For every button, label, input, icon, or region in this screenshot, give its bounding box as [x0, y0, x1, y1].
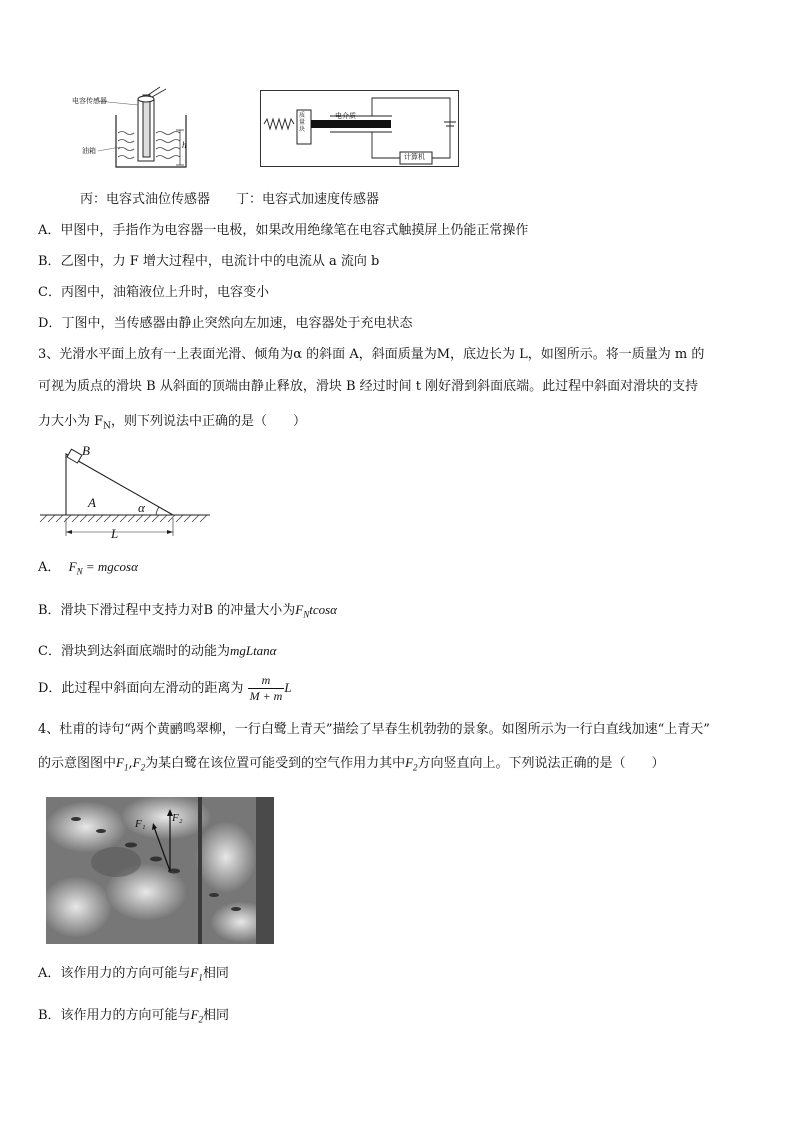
accelerometer-figure — [260, 90, 460, 168]
q4-option-b: B．该作用力的方向可能与$F_2$相同 — [38, 1007, 230, 1025]
oil-sensor-h-label: h — [182, 140, 187, 150]
egret-photo — [46, 797, 274, 944]
q3-option-a: A． $F_N = mgcos\alpha$ — [38, 559, 138, 577]
oil-sensor-oil-label: 油箱 — [82, 148, 96, 155]
incline-label-alpha: α — [138, 500, 145, 515]
accelerometer-computer-label: 计算机 — [404, 154, 425, 161]
incline-label-l: L — [111, 526, 119, 541]
q3-stem-line2: 可视为质点的滑块 B 从斜面的顶端由静止释放，滑块 B 经过时间 t 刚好滑到斜面底端。此过程中斜面对滑块的支持 — [38, 379, 699, 394]
photo-f1-label: F₁ — [135, 818, 146, 830]
q4-stem-line1: 4、杜甫的诗句“两个黄鹂鸣翠柳，一行白鹭上青天”描绘了早春生机勃勃的景象。如图所示为一行白直线加速“上青天” — [38, 722, 710, 737]
q3-stem-line3: 力大小为 $F_N$，则下列说法中正确的是（ ） — [38, 414, 307, 432]
q2-option-d: D．丁图中，当传感器由静止突然向左加速，电容器处于充电状态 — [38, 316, 413, 331]
q3-stem-line1: 3、光滑水平面上放有一上表面光滑、倾角为α 的斜面 A，斜面质量为M，底边长为 L，如图所示。将一质量为 m 的 — [38, 347, 705, 362]
oil-sensor-capacitor-label: 电容传感器 — [72, 98, 107, 105]
q2-option-b: B．乙图中，力 F 增大过程中，电流计中的电流从 a 流向 b — [38, 254, 380, 269]
figures-caption: 丙：电容式油位传感器 丁：电容式加速度传感器 — [80, 192, 380, 207]
accelerometer-dielectric-label: 电介质 — [335, 113, 356, 120]
q3-option-c: C．滑块到达斜面底端时的动能为mgLtanα — [38, 643, 277, 659]
accelerometer-mass-label: 质量块 — [299, 113, 306, 133]
q2-option-c: C．丙图中，油箱液位上升时，电容变小 — [38, 285, 269, 300]
incline-figure — [38, 440, 213, 538]
photo-f2-label: F₂ — [172, 812, 183, 824]
incline-label-a: A — [88, 495, 96, 510]
q4-option-a: A．该作用力的方向可能与$F_1$相同 — [38, 965, 229, 983]
q2-option-a: A．甲图中，手指作为电容器一电极，如果改用绝缘笔在电容式触摸屏上仍能正常操作 — [38, 223, 529, 238]
q4-stem-line2: 的示意图图中$F_1,F_2$为某白鹭在该位置可能受到的空气作用力其中$F_2$方向竖直向上。下列说法正确的是（ ） — [38, 755, 665, 773]
distance-fraction: $\frac{m}{M + m}$ — [249, 673, 283, 703]
incline-label-b: B — [82, 443, 90, 458]
q3-option-b: B．滑块下滑过程中支持力对B 的冲量大小为$F_Ntcos\alpha$ — [38, 602, 337, 620]
q3-option-d: D．此过程中斜面向左滑动的距离为 $\frac{m}{M + m}$ L — [38, 673, 292, 703]
